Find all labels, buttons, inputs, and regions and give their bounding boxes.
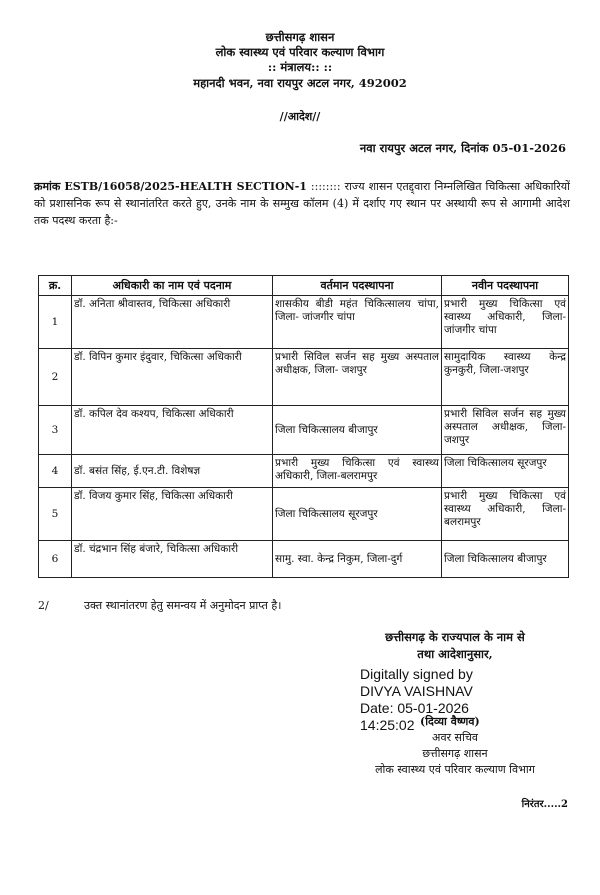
row-current: जिला चिकित्सालय सूरजपुर xyxy=(273,488,442,541)
governor-line-2: तथा आदेशानुसार, xyxy=(417,647,493,661)
row-current: शासकीय बीडी महंत चिकित्सालय चांपा, जिला- जांजगीर चांपा xyxy=(273,296,442,349)
row-current: प्रभारी सिविल सर्जन सह मुख्य अस्पताल अधीक्षक, जिला- जशपुर xyxy=(273,349,442,406)
row-officer: डॉ. विपिन कुमार इंदुवार, चिकित्सा अधिकारी xyxy=(72,349,273,406)
row-sn: 6 xyxy=(39,541,72,578)
signatory-name: (दिव्या वैष्णव) xyxy=(420,715,480,728)
sig-line-3: Date: 05-01-2026 xyxy=(360,700,469,716)
row-new: जिला चिकित्सालय बीजापुर xyxy=(442,541,569,578)
row-officer: डॉ. चंद्रभान सिंह बंजारे, चिकित्सा अधिकारी xyxy=(72,541,273,578)
col-current: वर्तमान पदस्थापना xyxy=(273,276,442,296)
table-row xyxy=(39,349,569,406)
row-sn: 1 xyxy=(39,296,72,349)
transfer-table xyxy=(38,275,569,578)
col-officer: अधिकारी का नाम एवं पदनाम xyxy=(72,276,273,296)
header-address: महानदी भवन, नवा रायपुर अटल नगर, 492002 xyxy=(193,76,407,90)
row-new: सामुदायिक स्वास्थ्य केन्द्र कुनकुरी, जिला-जशपुर xyxy=(442,349,569,406)
col-new: नवीन पदस्थापना xyxy=(442,276,569,296)
table-row xyxy=(39,541,569,578)
ref-number: ESTB/16058/2025-HEALTH SECTION-1 xyxy=(64,180,307,193)
point-2 xyxy=(38,598,281,613)
table-row xyxy=(39,296,569,349)
header-government: छत्तीसगढ़ शासन xyxy=(265,30,335,44)
row-sn: 2 xyxy=(39,349,72,406)
order-title: //आदेश// xyxy=(279,110,321,123)
row-current: सामु. स्वा. केन्द्र निकुम, जिला-दुर्ग xyxy=(273,541,442,578)
designation-department: लोक स्वास्थ्य एवं परिवार कल्याण विभाग xyxy=(375,763,535,776)
table-row xyxy=(39,488,569,541)
row-new: जिला चिकित्सालय सूरजपुर xyxy=(442,455,569,488)
designation-title: अवर सचिव xyxy=(432,731,478,744)
row-officer: डॉ. अनिता श्रीवास्तव, चिकित्सा अधिकारी xyxy=(72,296,273,349)
row-sn: 3 xyxy=(39,406,72,455)
row-sn: 4 xyxy=(39,455,72,488)
row-new: प्रभारी मुख्य चिकित्सा एवं स्वास्थ्य अधिकारी, जिला- बलरामपुर xyxy=(442,488,569,541)
row-new: प्रभारी मुख्य चिकित्सा एवं स्वास्थ्य अधिकारी, जिला- जांजगीर चांपा xyxy=(442,296,569,349)
col-sn: क्र. xyxy=(39,276,72,296)
designation-government: छत्तीसगढ़ शासन xyxy=(422,747,488,760)
row-sn: 5 xyxy=(39,488,72,541)
continued-note: निरंतर.....2 xyxy=(521,799,568,810)
row-current: प्रभारी मुख्य चिकित्सा एवं स्वास्थ्य अधिकारी, जिला-बलरामपुर xyxy=(273,455,442,488)
intro-text: राज्य शासन एतद्द्वारा निम्नलिखित चिकित्सा अधिकारियों को प्रशासनिक रूप से स्थानांतरित करते हुए, उनके नाम के सम्मुख कॉलम (4) में दर्शाए गए स्थान पर अस्थायी रूप से आगामी आदेश तक पदस्थ करता है:- xyxy=(34,180,570,227)
table-header-row xyxy=(39,276,569,296)
ref-label: क्रमांक xyxy=(34,180,61,193)
governor-line-1: छत्तीसगढ़ के राज्यपाल के नाम से xyxy=(385,630,525,644)
place-date: नवा रायपुर अटल नगर, दिनांक 05-01-2026 xyxy=(359,141,566,155)
row-new: प्रभारी सिविल सर्जन सह मुख्य अस्पताल अधीक्षक, जिला-जशपुर xyxy=(442,406,569,455)
sig-line-4: 14:25:02 xyxy=(360,717,415,733)
intro-paragraph xyxy=(34,178,570,229)
header-department: लोक स्वास्थ्य एवं परिवार कल्याण विभाग xyxy=(215,45,385,59)
row-officer: डॉ. विजय कुमार सिंह, चिकित्सा अधिकारी xyxy=(72,488,273,541)
row-officer: डॉ. कपिल देव कश्यप, चिकित्सा अधिकारी xyxy=(72,406,273,455)
point-2-text: उक्त स्थानांतरण हेतु समन्वय में अनुमोदन प्राप्त है। xyxy=(84,599,282,612)
point-2-number: 2/ xyxy=(38,599,49,612)
ref-separator: :::::::: xyxy=(310,180,341,193)
sig-line-1: Digitally signed by xyxy=(360,666,473,682)
row-officer: डॉ. बसंत सिंह, ई.एन.टी. विशेषज्ञ xyxy=(72,455,273,488)
table-row xyxy=(39,455,569,488)
table-row xyxy=(39,406,569,455)
sig-line-2: DIVYA VAISHNAV xyxy=(360,683,473,699)
header-ministry: :: मंत्रालय:: :: xyxy=(267,60,333,74)
row-current: जिला चिकित्सालय बीजापुर xyxy=(273,406,442,455)
